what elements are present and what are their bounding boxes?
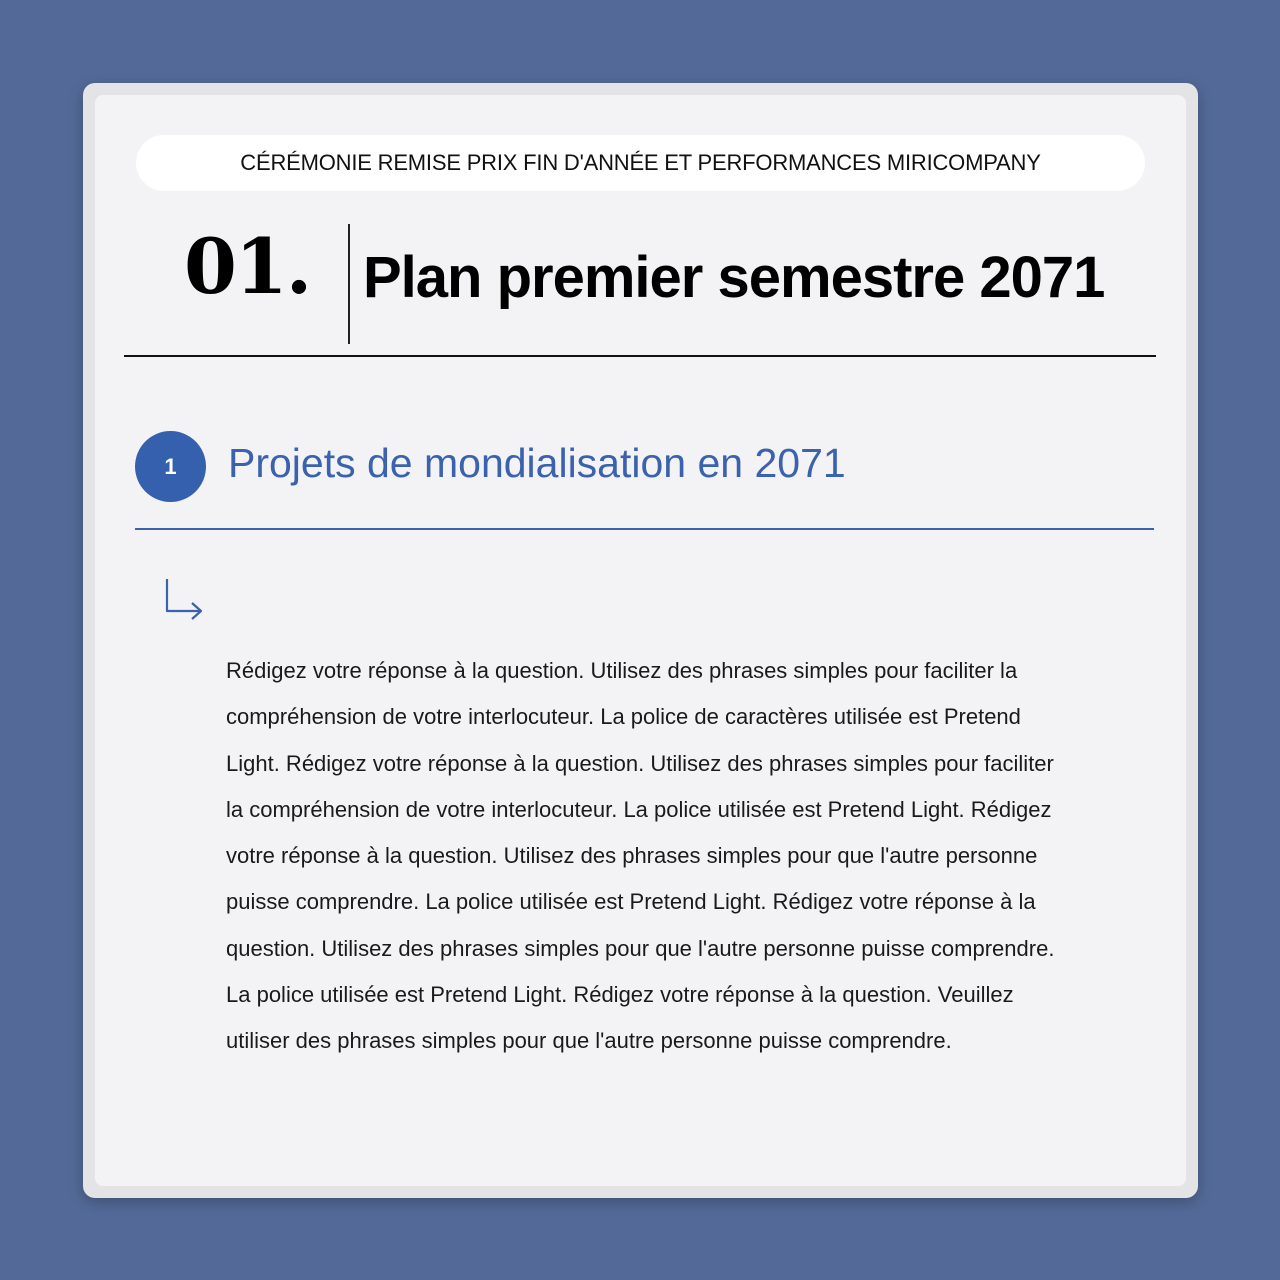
body-paragraph bbox=[226, 648, 1054, 1065]
event-banner-text: CÉRÉMONIE REMISE PRIX FIN D'ANNÉE ET PERFORMANCES MIRICOMPANY bbox=[240, 150, 1041, 175]
body-line: puisse comprendre. La police utilisée est Pretend Light. Rédigez votre réponse à la bbox=[226, 889, 1036, 915]
body-line: Rédigez votre réponse à la question. Utilisez des phrases simples pour faciliter la bbox=[226, 658, 1018, 683]
body-line: utiliser des phrases simples pour que l'autre personne puisse comprendre. bbox=[226, 1028, 952, 1054]
body-line: question. Utilisez des phrases simples pour que l'autre personne puisse comprendre. bbox=[226, 935, 1055, 961]
divider-horizontal bbox=[124, 355, 1156, 357]
subsection-underline bbox=[135, 528, 1154, 530]
divider-vertical bbox=[348, 224, 350, 344]
body-line: compréhension de votre interlocuteur. La police de caractères utilisée est Pretend bbox=[226, 704, 1021, 730]
body-line: la compréhension de votre interlocuteur. La police utilisée est Pretend Light. Rédigez bbox=[226, 796, 1052, 822]
section-number: 01. bbox=[184, 222, 311, 311]
event-banner bbox=[136, 135, 1145, 191]
section-title: Plan premier semestre 2071 bbox=[363, 245, 1105, 310]
subsection-title: Projets de mondialisation en 2071 bbox=[228, 440, 846, 486]
step-badge: 1 bbox=[135, 431, 206, 502]
body-line: Light. Rédigez votre réponse à la question. Utilisez des phrases simples pour faciliter bbox=[226, 750, 1054, 776]
body-line: La police utilisée est Pretend Light. Rédigez votre réponse à la question. Veuillez bbox=[226, 982, 1014, 1008]
arrow-down-right-icon bbox=[160, 575, 210, 627]
body-line: votre réponse à la question. Utilisez des phrases simples pour que l'autre personne bbox=[226, 843, 1038, 869]
